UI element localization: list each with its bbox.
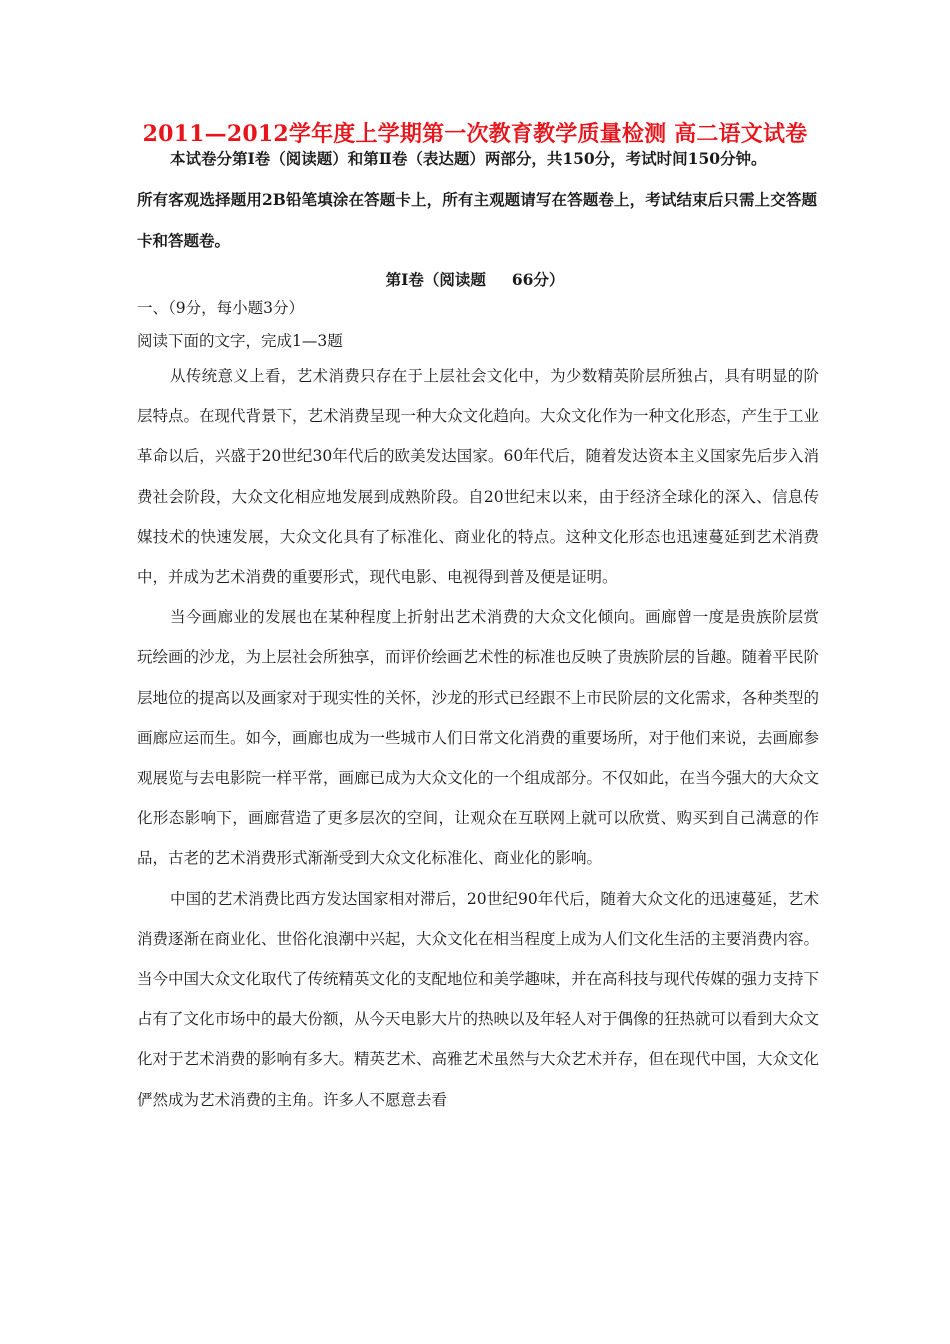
- reading-passage: [137, 356, 819, 1120]
- exam-title: 2011—2012学年度上学期第一次教育教学质量检测 高二语文试卷: [142, 121, 808, 147]
- passage-paragraph-1: 从传统意义上看，艺术消费只存在于上层社会文化中，为少数精英阶层所独占，具有明显的阶层特点。在现代背景下，艺术消费呈现一种大众文化趋向。大众文化作为一种文化形态，产生于工业革命以后，兴盛于20世纪30年代后的欧美发达国家。60年代后，随着发达资本主义国家先后步入消费社会阶段，大众文化相应地发展到成熟阶段。自20世纪末以来，由于经济全球化的深入、信息传媒技术的快速发展，大众文化具有了标准化、商业化的特点。这种文化形态也迅速蔓延到艺术消费中，并成为艺术消费的重要形式，现代电影、电视得到普及便是证明。: [137, 367, 820, 587]
- notice-line-1: 本试卷分第Ⅰ卷（阅读题）和第Ⅱ卷（表达题）两部分，共150分，考试时间150分钟。: [170, 149, 767, 168]
- section-one-heading: 一、（9分，每小题3分）: [137, 299, 304, 317]
- notice-line-2: 所有客观选择题用2B铅笔填涂在答题卡上，所有主观题请写在答题卷上，考试结束后只需上交答题卡和答题卷。: [137, 190, 817, 250]
- exam-notice: [137, 138, 817, 261]
- part-one-title-score: 66分）: [511, 270, 565, 289]
- part-one-title: [0, 268, 950, 292]
- reading-instruction: 阅读下面的文字，完成1—3题: [137, 332, 343, 350]
- passage-paragraph-2: 当今画廊业的发展也在某种程度上折射出艺术消费的大众文化倾向。画廊曾一度是贵族阶层赏玩绘画的沙龙，为上层社会所独享，而评价绘画艺术性的标准也反映了贵族阶层的旨趣。随着平民阶层地位的提高以及画家对于现实性的关怀，沙龙的形式已经跟不上市民阶层的文化需求，各种类型的画廊应运而生。如今，画廊也成为一些城市人们日常文化消费的重要场所，对于他们来说，去画廊参观展览与去电影院一样平常，画廊已成为大众文化的一个组成部分。不仅如此，在当今强大的大众文化形态影响下，画廊营造了更多层次的空间，让观众在互联网上就可以欣赏、购买到自己满意的作品，古老的艺术消费形式渐渐受到大众文化标准化、商业化的影响。: [137, 608, 820, 868]
- passage-paragraph-3: 中国的艺术消费比西方发达国家相对滞后，20世纪90年代后，随着大众文化的迅速蔓延，艺术消费逐渐在商业化、世俗化浪潮中兴起，大众文化在相当程度上成为人们文化生活的主要消费内容。当今中国大众文化取代了传统精英文化的支配地位和美学趣味，并在高科技与现代传媒的强力支持下占有了文化市场中的最大份额，从今天电影大片的热映以及年轻人对于偶像的狂热就可以看到大众文化对于艺术消费的影响有多大。精英艺术、高雅艺术虽然与大众艺术并存，但在现代中国，大众文化俨然成为艺术消费的主角。许多人不愿意去看: [137, 889, 820, 1109]
- part-one-title-main: 第Ⅰ卷（阅读题: [385, 270, 486, 289]
